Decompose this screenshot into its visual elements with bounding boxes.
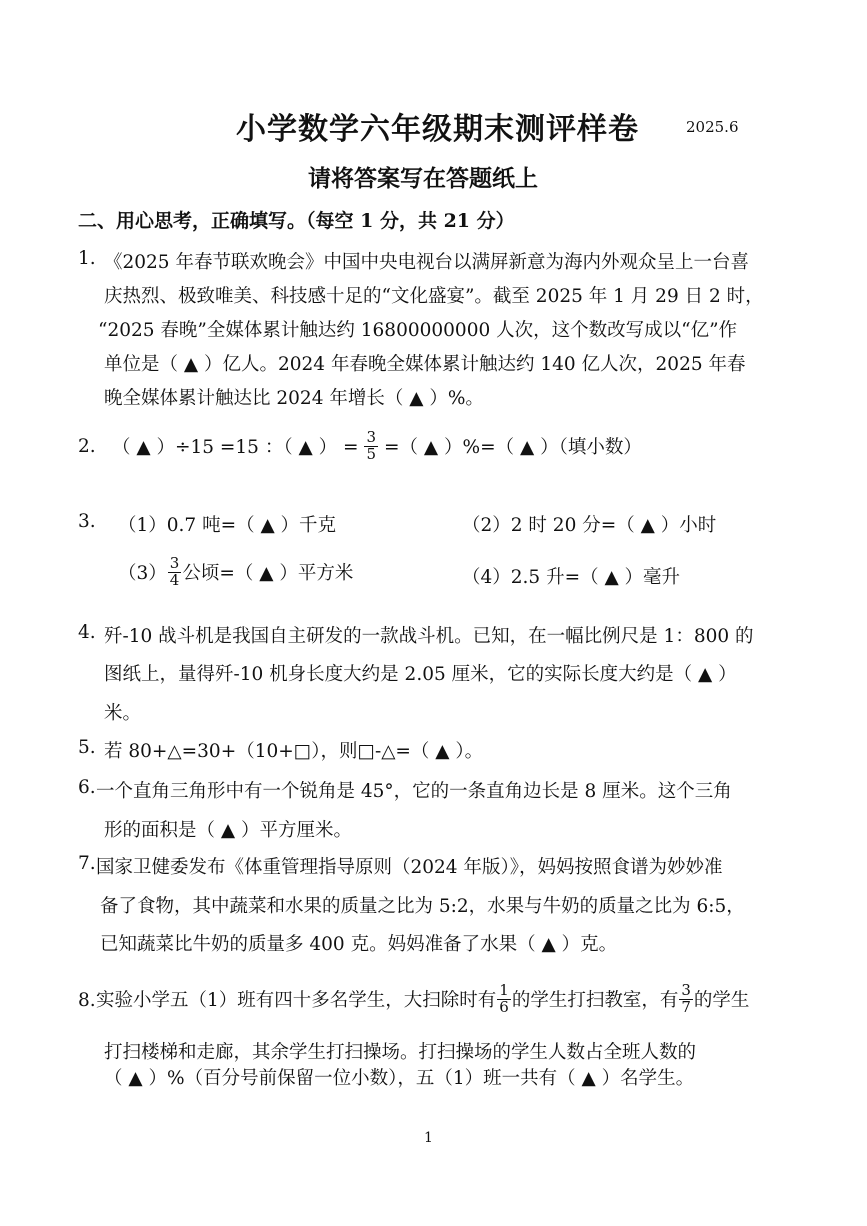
fraction-numerator: 3 bbox=[169, 553, 180, 572]
question-line: 《2025 年春节联欢晚会》中国中央电视台以满屏新意为海内外观众呈上一台喜 bbox=[104, 252, 749, 273]
question-number: 3. bbox=[78, 511, 96, 532]
question-number: 4. bbox=[78, 622, 96, 643]
fraction-denominator: 4 bbox=[169, 570, 180, 589]
fraction-three-fifths bbox=[364, 427, 378, 463]
exam-title: 小学数学六年级期末测评样卷 bbox=[236, 112, 639, 147]
question-line: 备了食物，其中蔬菜和水果的质量之比为 5:2，水果与牛奶的质量之比为 6:5， bbox=[100, 896, 745, 917]
subquestion-3 bbox=[118, 551, 353, 593]
page-number: 1 bbox=[424, 1130, 433, 1146]
section-heading: 二、用心思考，正确填写。（每空 1 分，共 21 分） bbox=[78, 210, 515, 232]
equation-part-2: =（ ▲ ）%=（ ▲ ）（填小数） bbox=[384, 437, 642, 458]
subquestion-2: （2）2 时 20 分=（ ▲ ）小时 bbox=[462, 515, 717, 536]
question-line: 歼-10 战斗机是我国自主研发的一款战斗机。已知，在一幅比例尺是 1：800 的 bbox=[104, 626, 754, 647]
fraction-numerator: 3 bbox=[681, 980, 691, 999]
fraction-numerator: 1 bbox=[499, 980, 509, 999]
question-line: 国家卫健委发布《体重管理指导原则（2024 年版）》，妈妈按照食谱为妙妙准 bbox=[96, 857, 723, 878]
question-line: 单位是（ ▲ ）亿人。2024 年春晚全媒体累计触达约 140 亿人次，2025 年春 bbox=[104, 354, 746, 375]
question-line: “2025 春晚”全媒体累计触达约 16800000000 人次，这个数改写成以“亿”作 bbox=[98, 320, 738, 341]
question-number: 8. bbox=[78, 990, 96, 1011]
question-line bbox=[96, 977, 749, 1021]
question-line: 已知蔬菜比牛奶的质量多 400 克。妈妈准备了水果（ ▲ ）克。 bbox=[100, 934, 618, 955]
fraction-three-quarters bbox=[168, 553, 182, 589]
question-line: 形的面积是（ ▲ ）平方厘米。 bbox=[104, 820, 352, 841]
question-line: 若 80+△=30+（10+□），则□-△=（ ▲ ）。 bbox=[104, 741, 484, 762]
fraction-one-sixth bbox=[497, 980, 511, 1016]
fraction-numerator: 3 bbox=[366, 427, 377, 446]
question-number: 2. bbox=[78, 436, 96, 457]
question-number: 7. bbox=[78, 853, 96, 874]
question-number: 6. bbox=[78, 777, 96, 798]
subquestion-label: （3） bbox=[118, 563, 167, 584]
question-text: 的学生打扫教室，有 bbox=[511, 990, 679, 1011]
question-number: 1. bbox=[78, 248, 96, 269]
exam-date: 2025.6 bbox=[686, 118, 739, 136]
question-line bbox=[112, 425, 642, 467]
question-line: 晚全媒体累计触达比 2024 年增长（ ▲ ）%。 bbox=[104, 388, 484, 409]
question-line: 图纸上，量得歼-10 机身长度大约是 2.05 厘米，它的实际长度大约是（ ▲ ） bbox=[104, 664, 737, 685]
subquestion-1: （1）0.7 吨=（ ▲ ）千克 bbox=[118, 515, 337, 536]
exam-instruction: 请将答案写在答题纸上 bbox=[308, 165, 538, 192]
question-text: 的学生 bbox=[693, 990, 750, 1011]
fraction-denominator: 5 bbox=[366, 444, 377, 463]
question-text: 实验小学五（1）班有四十多名学生，大扫除时有 bbox=[96, 990, 497, 1011]
question-number: 5. bbox=[78, 737, 96, 758]
question-line: 一个直角三角形中有一个锐角是 45°，它的一条直角边长是 8 厘米。这个三角 bbox=[96, 781, 732, 802]
question-line: 庆热烈、极致唯美、科技感十足的“文化盛宴”。截至 2025 年 1 月 29 日 2 时， bbox=[104, 286, 764, 307]
question-line: 米。 bbox=[104, 703, 142, 724]
equation-part-1: （ ▲ ）÷15 =15 ：（ ▲ ） = bbox=[112, 437, 359, 458]
fraction-denominator: 7 bbox=[681, 997, 691, 1016]
question-line: 打扫楼梯和走廊，其余学生打扫操场。打扫操场的学生人数占全班人数的 bbox=[104, 1042, 697, 1063]
question-line: （ ▲ ）%（百分号前保留一位小数），五（1）班一共有（ ▲ ）名学生。 bbox=[104, 1068, 695, 1089]
fraction-three-sevenths bbox=[679, 980, 693, 1016]
subquestion-text: 公顷=（ ▲ ）平方米 bbox=[182, 563, 354, 584]
subquestion-4: （4）2.5 升=（ ▲ ）毫升 bbox=[462, 567, 681, 588]
fraction-denominator: 6 bbox=[499, 997, 509, 1016]
